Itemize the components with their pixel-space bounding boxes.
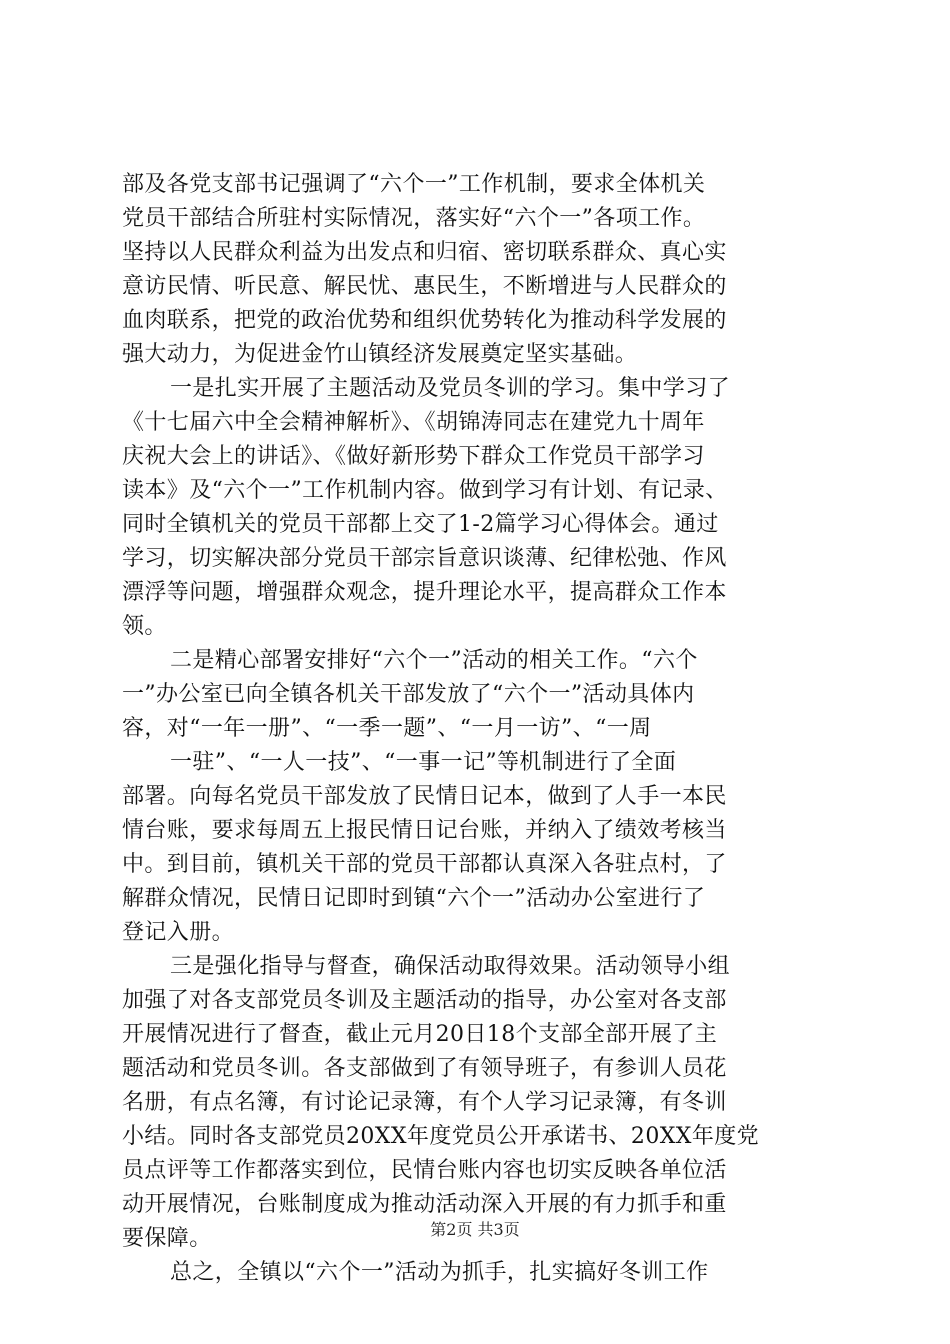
text-line: 解群众情况，民情日记即时到镇“六个一”活动办公室进行了 — [122, 886, 706, 911]
text-line: 血肉联系，把党的政治优势和组织优势转化为推动科学发展的 — [122, 308, 727, 333]
text-line: 漂浮等问题，增强群众观念，提升理论水平，提高群众工作本 — [122, 580, 727, 605]
text-line: 意访民情、听民意、解民忧、惠民生，不断增进与人民群众的 — [122, 274, 727, 299]
text-line: 强大动力，为促进金竹山镇经济发展奠定坚实基础。 — [122, 342, 638, 367]
text-line: 党员干部结合所驻村实际情况，落实好“六个一”各项工作。 — [122, 206, 706, 231]
text-line: 小结。同时各支部党员20XX年度党员公开承诺书、20XX年度党 — [122, 1124, 760, 1149]
text-line: 《十七届六中全会精神解析》、《胡锦涛同志在建党九十周年 — [122, 410, 705, 435]
text-line: 开展情况进行了督查，截止元月20日18个支部全部开展了主 — [122, 1022, 718, 1047]
text-line: 题活动和党员冬训。各支部做到了有领导班子，有参训人员花 — [122, 1056, 727, 1081]
text-line: 坚持以人民群众利益为出发点和归宿、密切联系群众、真心实 — [122, 240, 727, 265]
text-line: 领。 — [122, 614, 167, 639]
page-footer: 第2页 共3页 — [430, 1220, 520, 1239]
text-line: 总之，全镇以“六个一”活动为抓手，扎实搞好冬训工作 — [170, 1260, 709, 1285]
text-line: 同时全镇机关的党员干部都上交了1-2篇学习心得体会。通过 — [122, 512, 719, 537]
text-line: 学习，切实解决部分党员干部宗旨意识谈薄、纪律松弛、作风 — [122, 546, 727, 571]
text-line: 三是强化指导与督查，确保活动取得效果。活动领导小组 — [170, 954, 731, 979]
text-line: 登记入册。 — [122, 920, 235, 945]
text-line: 容，对“一年一册”、“一季一题”、“一月一访”、“一周 — [122, 716, 652, 741]
text-line: 名册，有点名簿，有讨论记录簿，有个人学习记录簿，有冬训 — [122, 1090, 727, 1115]
text-line: 读本》及“六个一”工作机制内容。做到学习有计划、有记录、 — [122, 478, 728, 503]
document-body — [122, 168, 834, 1290]
text-line: 中。到目前，镇机关干部的党员干部都认真深入各驻点村，了 — [122, 852, 727, 877]
text-line: 庆祝大会上的讲话》、《做好新形势下群众工作党员干部学习 — [122, 444, 705, 469]
text-line: 部及各党支部书记强调了“六个一”工作机制，要求全体机关 — [122, 172, 706, 197]
text-line: 动开展情况，台账制度成为推动活动深入开展的有力抓手和重 — [122, 1192, 727, 1217]
text-line: 一是扎实开展了主题活动及党员冬训的学习。集中学习了 — [170, 376, 731, 401]
text-line: 员点评等工作都落实到位，民情台账内容也切实反映各单位活 — [122, 1158, 727, 1183]
text-line: 二是精心部署安排好“六个一”活动的相关工作。“六个 — [170, 648, 698, 673]
text-line: 要保障。 — [122, 1226, 212, 1251]
text-line: 一”办公室已向全镇各机关干部发放了“六个一”活动具体内 — [122, 682, 695, 707]
text-line: 加强了对各支部党员冬训及主题活动的指导，办公室对各支部 — [122, 988, 727, 1013]
text-line: 情台账，要求每周五上报民情日记台账，并纳入了绩效考核当 — [122, 818, 727, 843]
text-line: 部署。向每名党员干部发放了民情日记本，做到了人手一本民 — [122, 784, 727, 809]
text-line: 一驻”、“一人一技”、“一事一记”等机制进行了全面 — [170, 750, 677, 775]
